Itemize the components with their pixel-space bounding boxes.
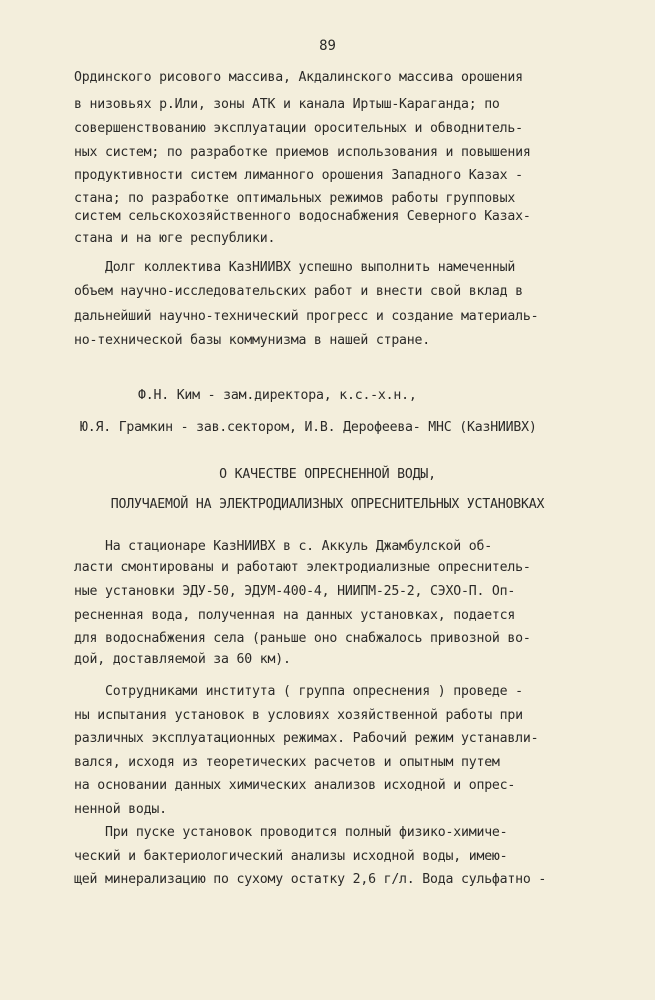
text-line: на основании данных химических анализов исходной и опрес-	[74, 778, 516, 793]
text-line: Сотрудниками института ( группа опреснения ) проведе -	[74, 684, 523, 699]
text-line: в низовьях р.Или, зоны АТК и канала Иртыш-Караганда; по	[74, 97, 500, 112]
text-line: для водоснабжения села (раньше оно снабжалось привозной во-	[74, 631, 531, 646]
text-line: Долг коллектива КазНИИВХ успешно выполнить намеченный	[74, 260, 516, 275]
text-line: Ординского рисового массива, Акдалинского массива орошения	[74, 70, 523, 85]
section-title: О КАЧЕСТВЕ ОПРЕСНЕННОЙ ВОДЫ,	[219, 467, 436, 482]
text-line: различных эксплуатационных режимах. Рабочий режим устанавли-	[74, 731, 539, 746]
text-line: но-технической базы коммунизма в нашей стране.	[74, 333, 431, 348]
text-line: ны испытания установок в условиях хозяйственной работы при	[74, 708, 523, 723]
text-line: стана и на юге республики.	[74, 231, 276, 246]
text-line: совершенствованию эксплуатации оросительных и обводнитель-	[74, 121, 523, 136]
section-title: ПОЛУЧАЕМОЙ НА ЭЛЕКТРОДИАЛИЗНЫХ ОПРЕСНИТЕЛЬНЫХ УСТАНОВКАХ	[110, 497, 545, 512]
text-line: При пуске установок проводится полный физико-химиче-	[74, 825, 508, 840]
text-line: дальнейший научно-технический прогресс и создание материаль-	[74, 309, 539, 324]
author-line: Ф.Н. Ким - зам.директора, к.с.-х.н.,	[138, 388, 417, 403]
text-line: ласти смонтированы и работают электродиализные опреснитель-	[74, 560, 531, 575]
text-line: объем научно-исследовательских работ и внести свой вклад в	[74, 284, 523, 299]
text-line: щей минерализацию по сухому остатку 2,6 г/л. Вода сульфатно -	[74, 872, 547, 887]
text-line: стана; по разработке оптимальных режимов работы групповых	[74, 191, 516, 206]
text-line: ные установки ЭДУ-50, ЭДУМ-400-4, НИИПМ-25-2, СЭХО-П. Оп-	[74, 584, 516, 599]
text-line: ных систем; по разработке приемов использования и повышения	[74, 145, 531, 160]
page-number: 89	[319, 38, 336, 54]
text-line: ческий и бактериологический анализы исходной воды, имею-	[74, 849, 508, 864]
text-line: дой, доставляемой за 60 км).	[74, 652, 291, 667]
text-line: ресненная вода, полученная на данных установках, подается	[74, 608, 516, 623]
author-line: Ю.Я. Грамкин - зав.сектором, И.В. Дерофеева- МНС (КазНИИВХ)	[80, 420, 537, 435]
text-line: вался, исходя из теоретических расчетов и опытным путем	[74, 755, 500, 770]
text-line: На стационаре КазНИИВХ в с. Аккуль Джамбулской об-	[74, 539, 492, 554]
text-line: продуктивности систем лиманного орошения Западного Казах -	[74, 168, 523, 183]
text-line: систем сельскохозяйственного водоснабжения Северного Казах-	[74, 209, 531, 224]
text-line: ненной воды.	[74, 802, 167, 817]
